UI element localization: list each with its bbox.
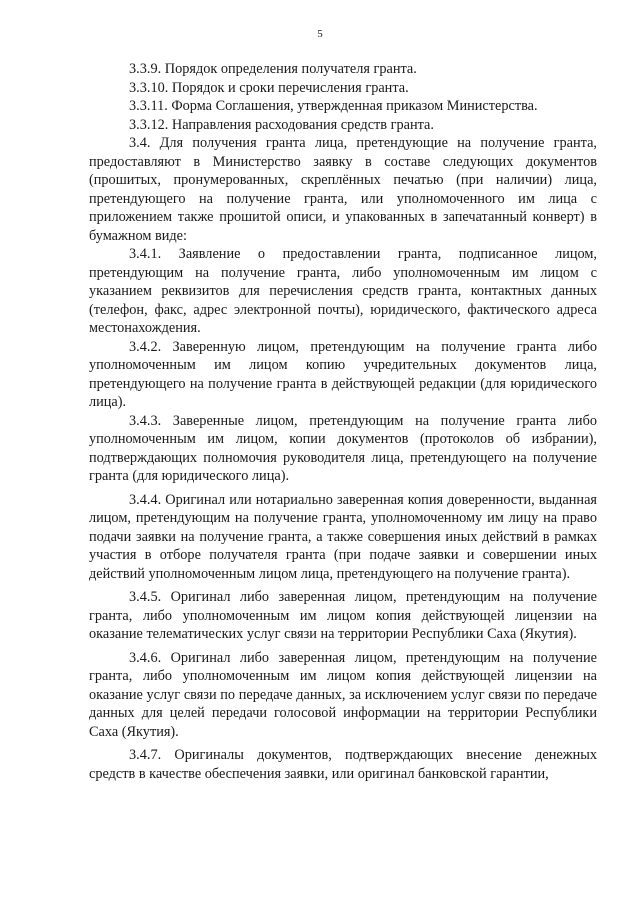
paragraph-3-4-1: 3.4.1. Заявление о предоставлении гранта, подписанное лицом, претендующим на получение гранта, либо уполномоченным им лицом с указанием реквизитов для перечисления средств гранта, контактных данных (телефон, факс, адрес электронной почты), юридического, фактического адреса местонахождения. xyxy=(89,246,597,336)
paragraph-3-3-9: 3.3.9. Порядок определения получателя гранта. xyxy=(129,61,417,77)
document-body xyxy=(89,60,597,783)
paragraph-3-3-11: 3.3.11. Форма Соглашения, утвержденная приказом Министерства. xyxy=(129,98,538,114)
page-number: 5 xyxy=(317,28,323,40)
paragraph-3-4-5: 3.4.5. Оригинал либо заверенная лицом, претендующим на получение гранта, либо уполномоченным им лицом копия действующей лицензии на оказание телематических услуг связи на территории Республики Саха (Якутия). xyxy=(89,589,597,642)
paragraph-3-4-2: 3.4.2. Заверенную лицом, претендующим на получение гранта либо уполномоченным им лицом копию учредительных документов лица, претендующего на получение гранта в действующей редакции (для юридического лица). xyxy=(89,338,597,410)
paragraph-3-4-4: 3.4.4. Оригинал или нотариально заверенная копия доверенности, выданная лицом, претендующим на получение гранта, уполномоченному им лицу на право подачи заявки на получение гранта, а также совершения иных действий в рамках участия в отборе получателя гранта (при подаче заявки и совершении иных действий уполномоченным лицом лица, претендующего на получение гранта). xyxy=(89,491,597,582)
paragraph-3-4-3: 3.4.3. Заверенные лицом, претендующим на получение гранта либо уполномоченным им лицом, копии документов (протоколов об избрании), подтверждающих полномочия руководителя лица, претендующего на получение гранта (для юридического лица). xyxy=(89,412,597,484)
paragraph-3-4: 3.4. Для получения гранта лица, претендующие на получение гранта, предоставляют в Министерство заявку в составе следующих документов (прошитых, пронумерованных, скреплённых печатью (при наличии) лица, претендующего на получение гранта, или уполномоченного им лица с приложением также прошитой описи, и упакованных в запечатанный конверт) в бумажном виде: xyxy=(89,135,597,244)
paragraph-3-3-12: 3.3.12. Направления расходования средств гранта. xyxy=(129,116,434,133)
paragraph-3-4-7: 3.4.7. Оригиналы документов, подтверждающих внесение денежных средств в качестве обеспечения заявки, или оригинал банковской гарантии, xyxy=(89,747,597,782)
paragraph-3-4-6: 3.4.6. Оригинал либо заверенная лицом, претендующим на получение гранта, либо уполномоченным им лицом копия действующей лицензии на оказание услуг связи по передаче данных, за исключением услуг связи по передаче данных для целей передачи голосовой информации на территории Республики Саха (Якутия). xyxy=(89,649,597,740)
paragraph-3-3-10: 3.3.10. Порядок и сроки перечисления гранта. xyxy=(129,79,409,96)
